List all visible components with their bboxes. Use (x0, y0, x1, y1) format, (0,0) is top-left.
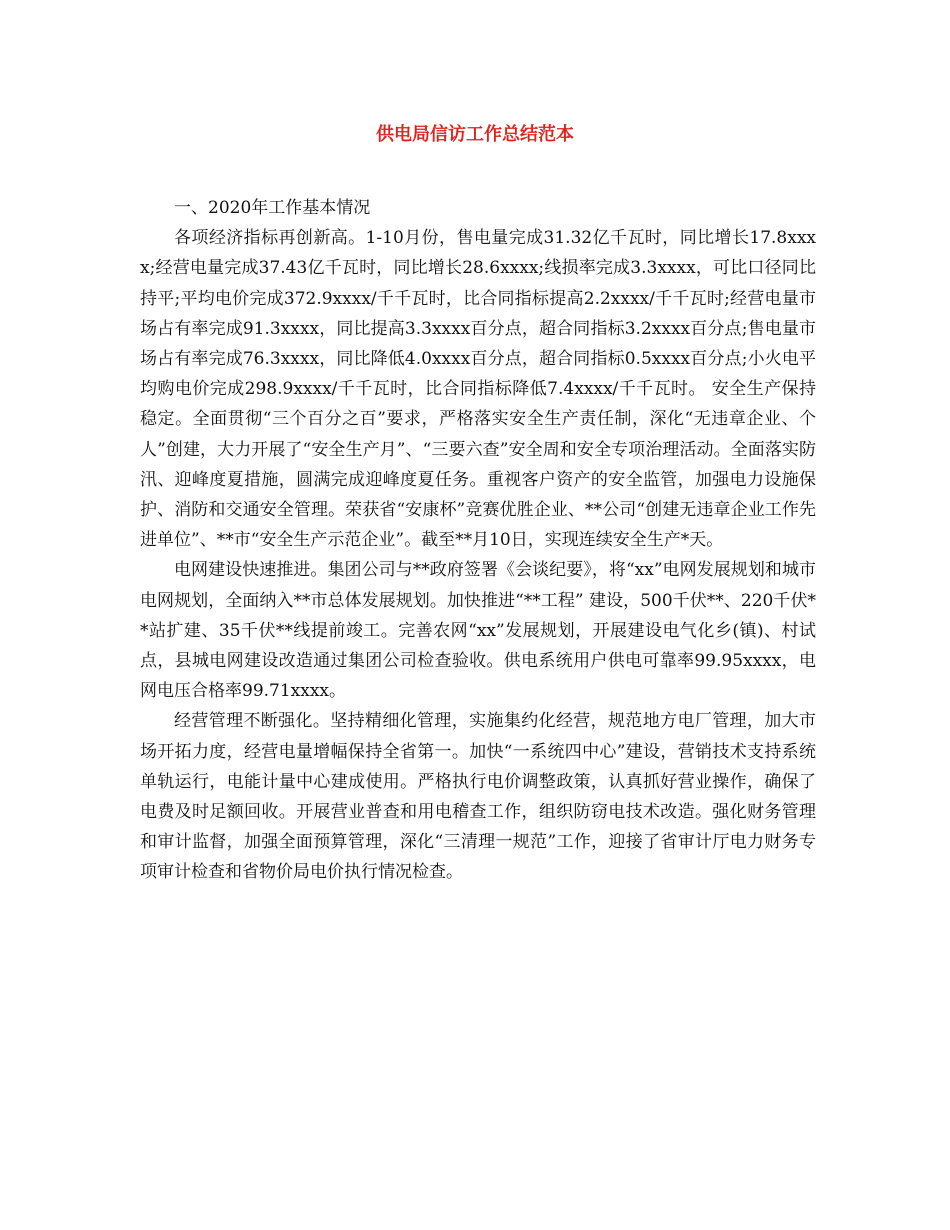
paragraph-grid-construction: 电网建设快速推进。集团公司与**政府签署《会谈纪要》，将“xx”电网发展规划和城市电网规划，全面纳入**市总体发展规划。加快推进“**工程” 建设，500千伏**、220千伏**站扩建、35千伏**线提前竣工。完善农网“xx”发展规划，开展建设电气化乡(镇)、村试点，县城电网建设改造通过集团公司检查验收。供电系统用户供电可靠率99.95xxxx，电网电压合格率99.71xxxx。 (140, 560, 816, 702)
document-body (140, 193, 816, 888)
section-heading: 一、2020年工作基本情况 (174, 198, 371, 218)
document-title: 供电局信访工作总结范本 (376, 124, 574, 145)
paragraph-operations-management: 经营管理不断强化。坚持精细化管理，实施集约化经营，规范地方电厂管理，加大市场开拓力度，经营电量增幅保持全省第一。加快“一系统四中心”建设，营销技术支持系统单轨运行，电能计量中心建成使用。严格执行电价调整政策，认真抓好营业操作，确保了电费及时足额回收。开展营业普查和用电稽查工作，组织防窃电技术改造。强化财务管理和审计监督，加强全面预算管理，深化“三清理一规范”工作，迎接了省审计厅电力财务专项审计检查和省物价局电价执行情况检查。 (140, 711, 816, 883)
paragraph-economic-safety: 各项经济指标再创新高。1-10月份，售电量完成31.32亿千瓦时，同比增长17.8xxxx;经营电量完成37.43亿千瓦时，同比增长28.6xxxx;线损率完成3.3xxxx，可比口径同比持平;平均电价完成372.9xxxx/千千瓦时，比合同指标提高2.2xxxx/千千瓦时;经营电量市场占有率完成91.3xxxx，同比提高3.3xxxx百分点，超合同指标3.2xxxx百分点;售电量市场占有率完成76.3xxxx，同比降低4.0xxxx百分点，超合同指标0.5xxxx百分点;小火电平均购电价完成298.9xxxx/千千瓦时，比合同指标降低7.4xxxx/千千瓦时。 安全生产保持稳定。全面贯彻“三个百分之百”要求，严格落实安全生产责任制，深化“无违章企业、个人”创建，大力开展了“安全生产月”、“三要六查”安全周和安全专项治理活动。全面落实防汛、迎峰度夏措施，圆满完成迎峰度夏任务。重视客户资产的安全监管，加强电力设施保护、消防和交通安全管理。荣获省“安康杯”竞赛优胜企业、**公司“创建无违章企业工作先进单位”、**市“安全生产示范企业”。截至**月10日，实现连续安全生产*天。 (140, 228, 816, 551)
